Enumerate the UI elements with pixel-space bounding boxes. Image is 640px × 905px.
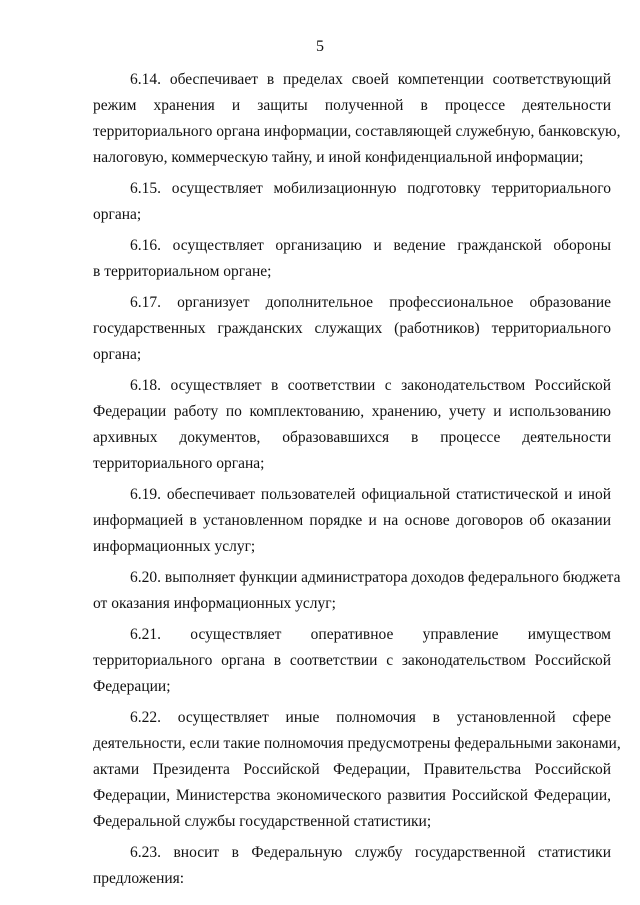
paragraph-line: актами Президента Российской Федерации, Правительства Российской [93,761,611,778]
paragraph-line: Федерации, Министерства экономического развития Российской Федерации, [93,787,611,804]
paragraph-6-17 [93,290,611,368]
paragraph-6-14 [93,67,621,171]
paragraph-line: 6.17. организует дополнительное профессиональное образование [130,294,611,311]
paragraph-line: режим хранения и защиты полученной в процессе деятельности [93,97,611,114]
paragraph-line: Федерации работу по комплектованию, хранению, учету и использованию [93,403,611,420]
paragraph-line: предложения: [93,870,185,887]
paragraph-line: органа; [93,206,142,223]
paragraph-line: территориального органа; [93,455,265,472]
paragraph-line: информационных услуг; [93,538,256,555]
paragraph-line: 6.19. обеспечивает пользователей официальной статистической и иной [130,486,611,503]
paragraph-line: 6.21. осуществляет оперативное управление имуществом [130,626,611,643]
paragraph-line: архивных документов, образовавшихся в процессе деятельности [93,429,611,446]
paragraph-line: территориального органа в соответствии с законодательством Российской [93,652,611,669]
paragraph-line: информацией в установленном порядке и на основе договоров об оказании [93,512,611,529]
document-body [93,67,621,897]
paragraph-line: от оказания информационных услуг; [93,595,336,612]
paragraph-6-19 [93,482,611,560]
paragraph-line: органа; [93,346,142,363]
paragraph-line: 6.20. выполняет функции администратора доходов федерального бюджета [130,569,621,586]
paragraph-6-21 [93,622,611,700]
paragraph-line: территориального органа информации, составляющей служебную, банковскую, [93,123,621,140]
paragraph-line: 6.14. обеспечивает в пределах своей компетенции соответствующий [130,71,611,88]
paragraph-6-15 [93,176,611,228]
paragraph-line: Федерации; [93,678,171,695]
paragraph-line: 6.16. осуществляет организацию и ведение гражданской обороны [130,237,611,254]
paragraph-line: 6.15. осуществляет мобилизационную подготовку территориального [130,180,611,197]
paragraph-line: 6.18. осуществляет в соответствии с законодательством Российской [130,377,611,394]
paragraph-6-16 [93,233,611,285]
paragraph-6-22 [93,705,621,835]
page-number: 5 [316,38,324,55]
paragraph-6-18 [93,373,611,477]
paragraph-6-20 [93,565,621,617]
paragraph-line: деятельности, если такие полномочия предусмотрены федеральными законами, [93,735,621,752]
paragraph-line: 6.23. вносит в Федеральную службу государственной статистики [130,844,611,861]
paragraph-line: 6.22. осуществляет иные полномочия в установленной сфере [130,709,611,726]
paragraph-line: в территориальном органе; [93,263,272,280]
paragraph-6-23 [93,840,611,892]
paragraph-line: государственных гражданских служащих (работников) территориального [93,320,611,337]
paragraph-line: налоговую, коммерческую тайну, и иной конфиденциальной информации; [93,149,584,166]
paragraph-line: Федеральной службы государственной статистики; [93,813,432,830]
